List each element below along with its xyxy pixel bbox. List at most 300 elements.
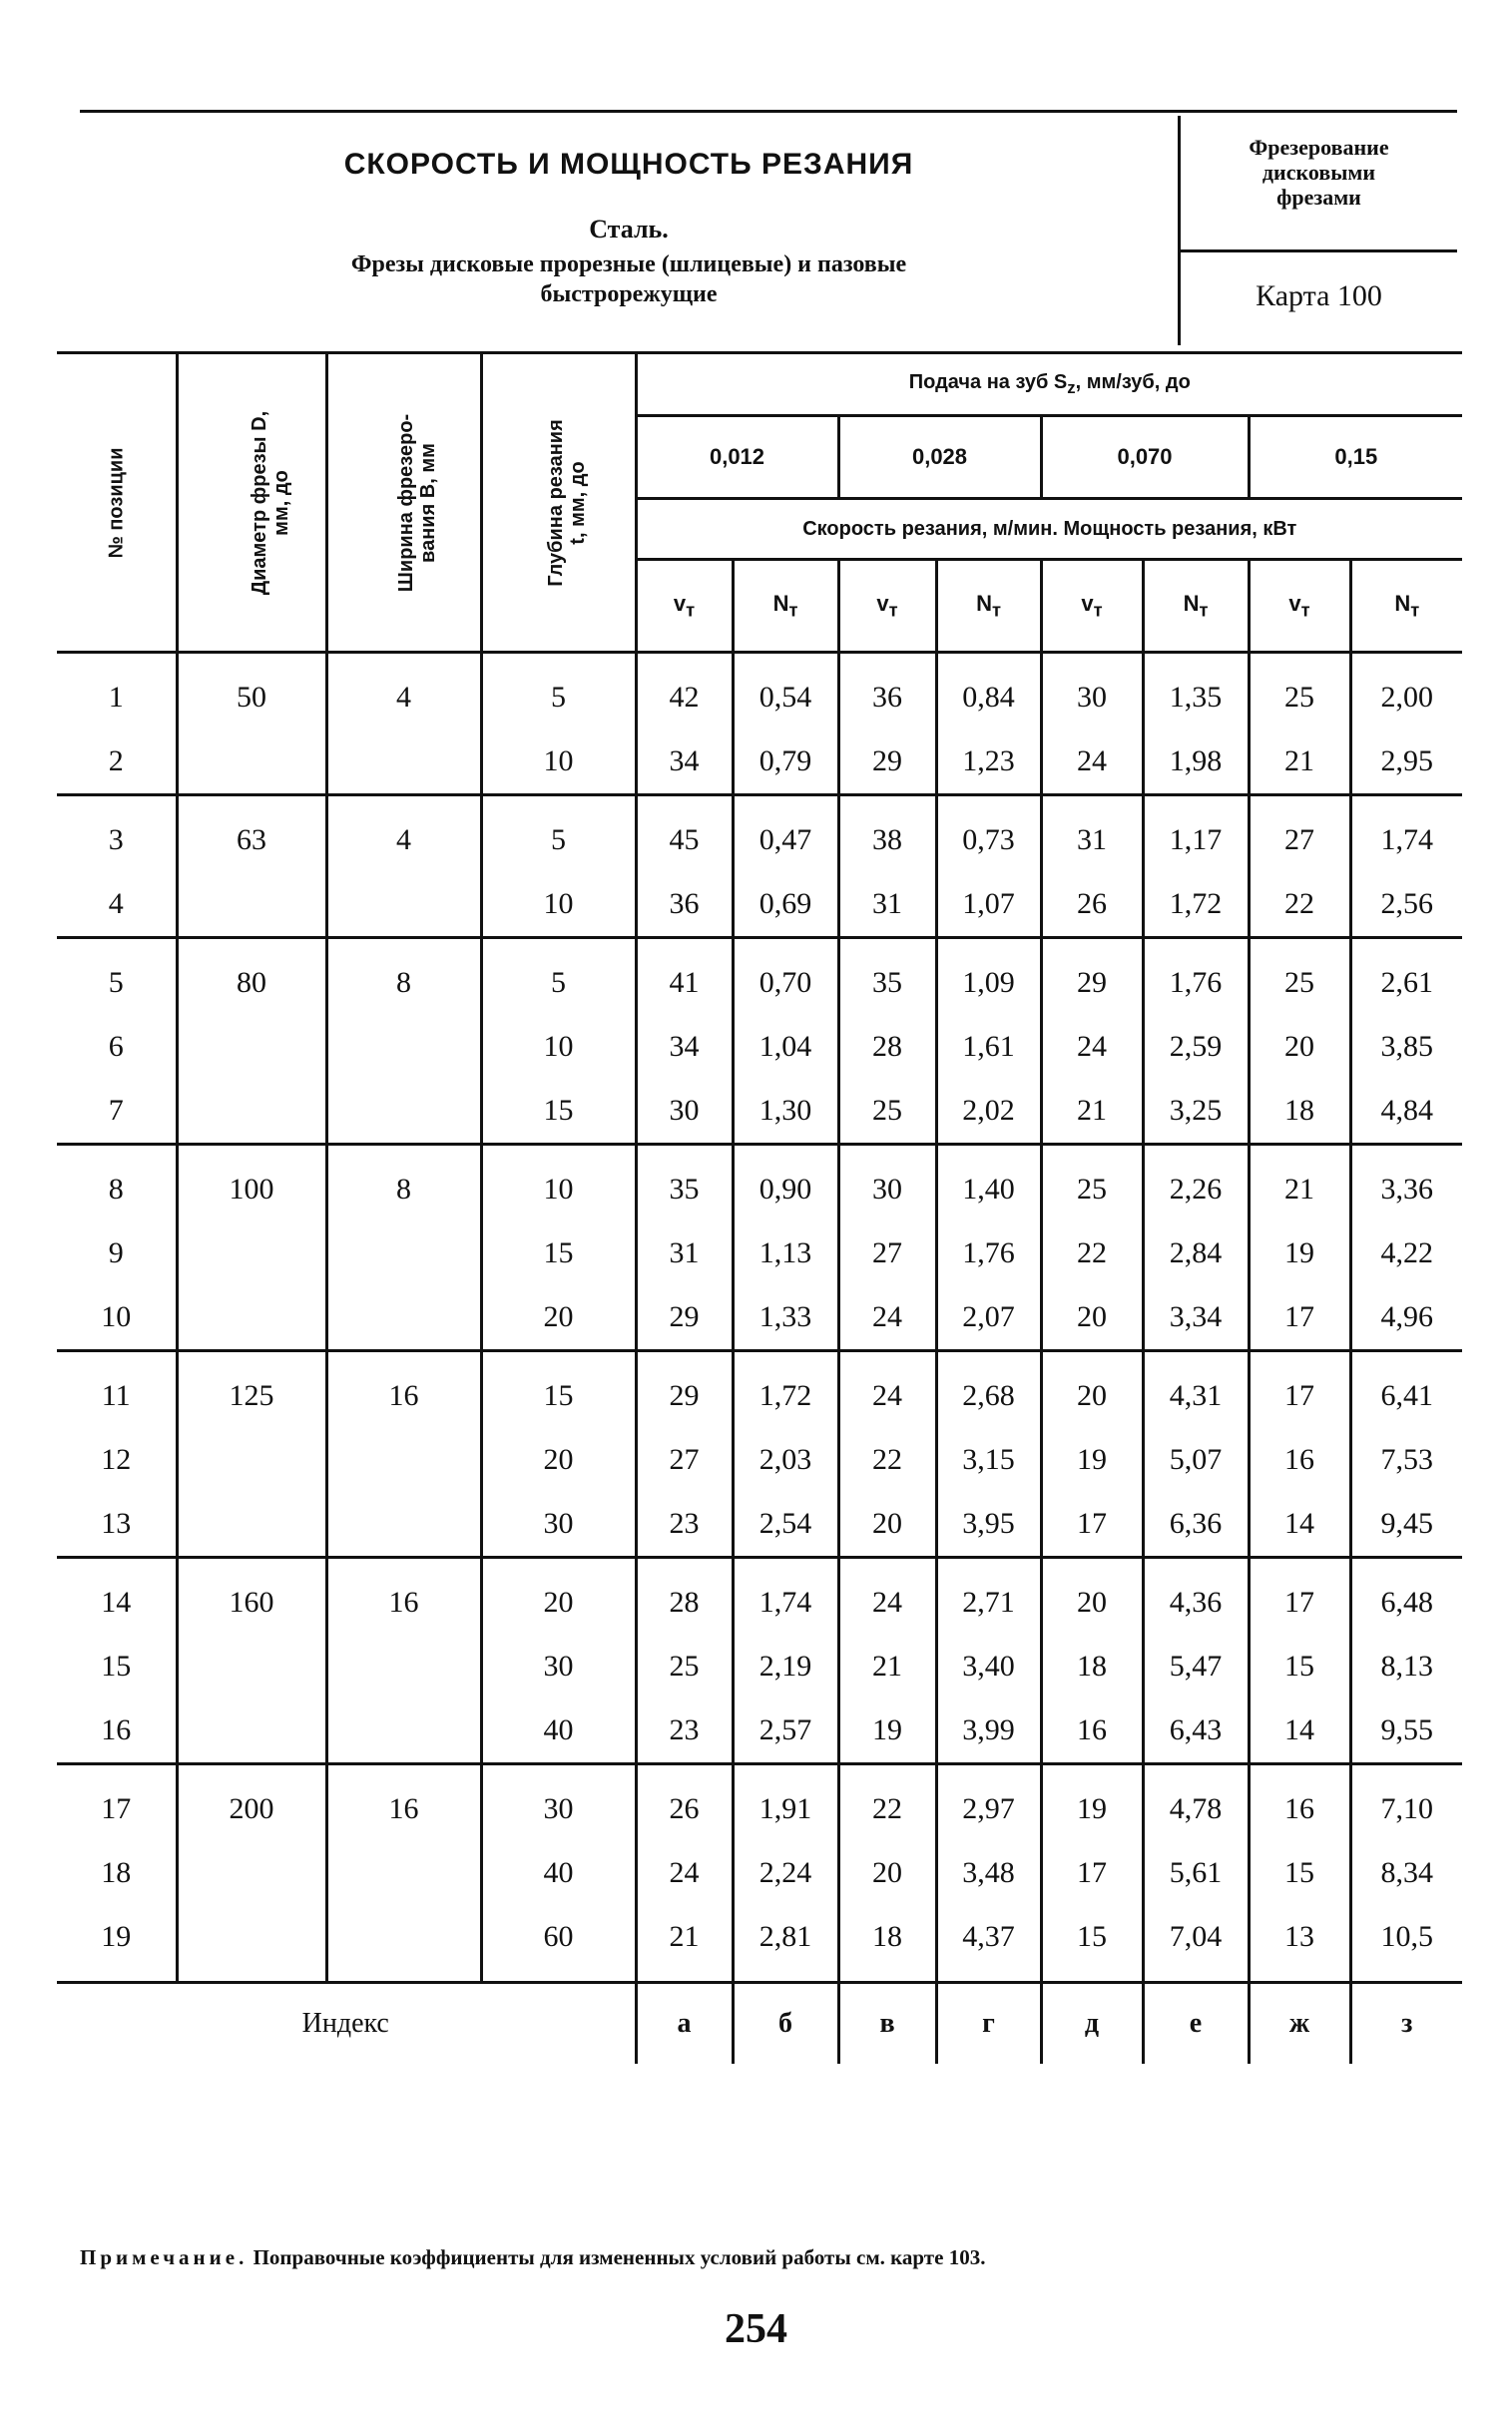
separator-cell	[733, 1764, 838, 1778]
speed-cell: 20	[1041, 1364, 1143, 1428]
width-cell	[326, 1221, 481, 1285]
nt-header	[1143, 560, 1249, 653]
speed-cell: 26	[636, 1777, 733, 1841]
speed-cell: 19	[838, 1699, 936, 1764]
feed-units: , мм/зуб, до	[1075, 370, 1191, 393]
width-cell: 16	[326, 1571, 481, 1635]
table-row	[57, 1428, 1462, 1492]
t-subscript: т	[888, 599, 898, 621]
power-cell: 2,59	[1143, 1015, 1249, 1079]
speed-cell: 24	[636, 1841, 733, 1905]
position-cell: 9	[108, 1236, 124, 1269]
speed-cell: 14	[1249, 1699, 1350, 1764]
position-cell: 16	[101, 1713, 132, 1746]
position-cell: 11	[101, 1379, 131, 1412]
width-cell: 4	[326, 808, 481, 872]
separator-cell	[1041, 1969, 1143, 1983]
separator-cell	[1249, 1351, 1350, 1365]
feed-value: 0,028	[838, 416, 1041, 499]
speed-cell: 29	[636, 1285, 733, 1351]
power-cell: 4,96	[1350, 1285, 1462, 1351]
power-cell: 0,84	[936, 666, 1041, 729]
speed-cell: 25	[1041, 1158, 1143, 1221]
col-position-label-line: № позиции	[105, 446, 128, 559]
power-cell: 9,55	[1350, 1699, 1462, 1764]
power-cell: 1,76	[1143, 951, 1249, 1015]
vt-header	[1041, 560, 1143, 653]
power-cell: 1,74	[733, 1571, 838, 1635]
diameter-cell	[177, 1285, 326, 1351]
power-cell: 2,57	[733, 1699, 838, 1764]
power-cell: 7,10	[1350, 1777, 1462, 1841]
power-cell: 4,22	[1350, 1221, 1462, 1285]
power-cell: 2,84	[1143, 1221, 1249, 1285]
separator-cell	[1249, 1558, 1350, 1572]
depth-cell: 10	[481, 1158, 636, 1221]
power-cell: 1,23	[936, 729, 1041, 795]
power-cell: 2,61	[1350, 951, 1462, 1015]
separator-cell	[936, 938, 1041, 952]
table-row	[57, 1699, 1462, 1764]
diameter-cell: 80	[177, 951, 326, 1015]
separator-cell	[733, 938, 838, 952]
separator-cell	[481, 1351, 636, 1365]
speed-cell: 31	[1041, 808, 1143, 872]
separator-cell	[636, 1145, 733, 1159]
width-cell	[326, 1635, 481, 1699]
width-cell	[326, 1905, 481, 1969]
power-cell: 1,07	[936, 872, 1041, 938]
separator-cell	[636, 938, 733, 952]
separator-cell	[177, 795, 326, 809]
power-cell: 6,36	[1143, 1492, 1249, 1558]
power-cell: 1,40	[936, 1158, 1041, 1221]
speed-cell: 18	[1041, 1635, 1143, 1699]
separator-cell	[1143, 1351, 1249, 1365]
power-cell: 10,5	[1350, 1905, 1462, 1969]
separator-cell	[57, 1351, 177, 1365]
separator-cell	[636, 653, 733, 667]
width-cell	[326, 1492, 481, 1558]
position-cell: 5	[108, 966, 124, 999]
separator-cell	[326, 1969, 481, 1983]
power-cell: 3,48	[936, 1841, 1041, 1905]
separator-cell	[326, 1764, 481, 1778]
separator-cell	[481, 1969, 636, 1983]
width-cell	[326, 1841, 481, 1905]
power-cell: 2,24	[733, 1841, 838, 1905]
power-cell: 4,37	[936, 1905, 1041, 1969]
speed-cell: 34	[636, 729, 733, 795]
speed-cell: 34	[636, 1015, 733, 1079]
separator-cell	[177, 1558, 326, 1572]
power-cell: 0,90	[733, 1158, 838, 1221]
speed-cell: 18	[838, 1905, 936, 1969]
depth-cell: 5	[481, 808, 636, 872]
speed-cell: 45	[636, 808, 733, 872]
power-cell: 1,33	[733, 1285, 838, 1351]
power-cell: 4,31	[1143, 1364, 1249, 1428]
separator-cell	[636, 795, 733, 809]
separator-cell	[1041, 1558, 1143, 1572]
power-cell: 6,48	[1350, 1571, 1462, 1635]
separator-cell	[481, 1764, 636, 1778]
depth-cell: 15	[481, 1364, 636, 1428]
depth-cell: 15	[481, 1079, 636, 1145]
speed-cell: 21	[1249, 1158, 1350, 1221]
depth-cell: 30	[481, 1777, 636, 1841]
speed-cell: 29	[636, 1364, 733, 1428]
table-row	[57, 1571, 1462, 1635]
separator-cell	[326, 938, 481, 952]
power-cell: 1,30	[733, 1079, 838, 1145]
power-cell: 8,13	[1350, 1635, 1462, 1699]
separator-cell	[1350, 1351, 1462, 1365]
speed-cell: 17	[1249, 1364, 1350, 1428]
diameter-cell: 100	[177, 1158, 326, 1221]
speed-cell: 23	[636, 1492, 733, 1558]
separator-cell	[177, 1764, 326, 1778]
power-cell: 7,53	[1350, 1428, 1462, 1492]
separator-cell	[326, 1558, 481, 1572]
width-cell: 16	[326, 1364, 481, 1428]
power-cell: 1,13	[733, 1221, 838, 1285]
separator-cell	[57, 1145, 177, 1159]
diameter-cell	[177, 872, 326, 938]
speed-cell: 19	[1041, 1428, 1143, 1492]
speed-cell: 30	[636, 1079, 733, 1145]
power-cell: 0,47	[733, 808, 838, 872]
card-number: Карта 100	[1256, 279, 1382, 312]
table-row	[57, 1015, 1462, 1079]
separator-cell	[1249, 938, 1350, 952]
power-cell: 3,85	[1350, 1015, 1462, 1079]
separator-cell	[1249, 653, 1350, 667]
power-cell: 9,45	[1350, 1492, 1462, 1558]
col-position	[57, 353, 177, 653]
speed-cell: 17	[1041, 1841, 1143, 1905]
feed-header	[636, 353, 1462, 416]
width-cell: 16	[326, 1777, 481, 1841]
width-cell	[326, 1699, 481, 1764]
separator-cell	[636, 1764, 733, 1778]
power-cell: 1,91	[733, 1777, 838, 1841]
operation-label-line: дисковыми	[1261, 160, 1376, 185]
power-cell: 5,47	[1143, 1635, 1249, 1699]
separator-cell	[57, 1764, 177, 1778]
group-separator	[57, 1145, 1462, 1159]
speed-cell: 21	[1249, 729, 1350, 795]
speed-cell: 35	[636, 1158, 733, 1221]
nt-symbol: N	[772, 590, 789, 616]
power-cell: 1,09	[936, 951, 1041, 1015]
t-subscript: т	[686, 599, 696, 621]
separator-cell	[1041, 653, 1143, 667]
power-cell: 3,40	[936, 1635, 1041, 1699]
power-cell: 0,70	[733, 951, 838, 1015]
position-cell: 15	[101, 1650, 132, 1683]
table-row	[57, 1492, 1462, 1558]
speed-cell: 22	[838, 1777, 936, 1841]
col-diameter-label	[249, 410, 292, 594]
diameter-cell: 160	[177, 1571, 326, 1635]
separator-cell	[636, 1969, 733, 1983]
position-cell: 13	[101, 1507, 132, 1540]
speed-cell: 27	[1249, 808, 1350, 872]
position-cell: 17	[101, 1792, 132, 1825]
depth-cell: 10	[481, 729, 636, 795]
separator-cell	[481, 1145, 636, 1159]
operation-label-line: Фрезерование	[1249, 135, 1389, 160]
operation-label-line: фрезами	[1276, 185, 1361, 210]
separator-cell	[326, 795, 481, 809]
table-row	[57, 729, 1462, 795]
width-cell: 4	[326, 666, 481, 729]
separator-cell	[733, 1558, 838, 1572]
separator-cell	[936, 795, 1041, 809]
position-cell: 2	[108, 744, 124, 777]
vt-header	[636, 560, 733, 653]
speed-cell: 19	[1249, 1221, 1350, 1285]
speed-cell: 13	[1249, 1905, 1350, 1969]
col-diameter	[177, 353, 326, 653]
separator-cell	[326, 1351, 481, 1365]
separator-cell	[636, 1558, 733, 1572]
separator-cell	[57, 653, 177, 667]
power-cell: 2,81	[733, 1905, 838, 1969]
separator-cell	[838, 653, 936, 667]
footnote	[80, 2243, 1467, 2271]
speed-cell: 17	[1249, 1285, 1350, 1351]
power-cell: 1,17	[1143, 808, 1249, 872]
power-cell: 0,79	[733, 729, 838, 795]
depth-cell: 30	[481, 1635, 636, 1699]
width-cell: 8	[326, 951, 481, 1015]
diameter-cell	[177, 1015, 326, 1079]
speed-cell: 24	[1041, 1015, 1143, 1079]
power-cell: 2,26	[1143, 1158, 1249, 1221]
separator-cell	[177, 1351, 326, 1365]
speed-cell: 16	[1249, 1777, 1350, 1841]
speed-cell: 25	[1249, 666, 1350, 729]
width-cell	[326, 1079, 481, 1145]
power-cell: 2,68	[936, 1364, 1041, 1428]
speed-cell: 36	[636, 872, 733, 938]
vt-symbol: v	[1081, 590, 1094, 616]
group-separator	[57, 938, 1462, 952]
power-cell: 2,56	[1350, 872, 1462, 938]
separator-cell	[1041, 1764, 1143, 1778]
table-row	[57, 1635, 1462, 1699]
speed-cell: 21	[1041, 1079, 1143, 1145]
power-cell: 2,07	[936, 1285, 1041, 1351]
width-cell	[326, 1015, 481, 1079]
nt-symbol: N	[976, 590, 992, 616]
separator-cell	[1249, 1145, 1350, 1159]
page-number: 254	[725, 2306, 787, 2352]
position-cell: 10	[101, 1300, 132, 1333]
depth-cell: 10	[481, 872, 636, 938]
separator-cell	[57, 938, 177, 952]
separator-cell	[481, 795, 636, 809]
col-depth-label-line: Глубина резания	[544, 418, 567, 587]
separator-cell	[936, 1764, 1041, 1778]
separator-cell	[1143, 1145, 1249, 1159]
speed-cell: 17	[1041, 1492, 1143, 1558]
separator-cell	[57, 795, 177, 809]
index-letter: б	[733, 1983, 838, 2065]
separator-cell	[838, 1558, 936, 1572]
nt-header	[733, 560, 838, 653]
speed-cell: 22	[838, 1428, 936, 1492]
diameter-cell: 50	[177, 666, 326, 729]
col-depth	[481, 353, 636, 653]
power-cell: 4,84	[1350, 1079, 1462, 1145]
separator-cell	[326, 653, 481, 667]
group-separator	[57, 653, 1462, 667]
separator-cell	[177, 938, 326, 952]
separator-cell	[733, 795, 838, 809]
power-cell: 3,36	[1350, 1158, 1462, 1221]
position-cell: 12	[101, 1443, 132, 1476]
material-subtitle: Сталь.	[589, 215, 669, 243]
separator-cell	[481, 938, 636, 952]
separator-cell	[57, 1558, 177, 1572]
position-cell: 6	[108, 1030, 124, 1063]
power-cell: 3,95	[936, 1492, 1041, 1558]
separator-cell	[57, 1969, 177, 1983]
speed-cell: 27	[636, 1428, 733, 1492]
t-subscript: т	[1199, 599, 1209, 621]
speed-cell: 24	[838, 1571, 936, 1635]
power-cell: 1,61	[936, 1015, 1041, 1079]
col-width-label	[395, 413, 439, 591]
footnote-label: Примечание.	[80, 2245, 249, 2269]
speed-cell: 17	[1249, 1571, 1350, 1635]
power-cell: 7,04	[1143, 1905, 1249, 1969]
index-letter: в	[838, 1983, 936, 2065]
table-row	[57, 1364, 1462, 1428]
speed-cell: 15	[1249, 1841, 1350, 1905]
separator-cell	[481, 1558, 636, 1572]
speed-cell: 28	[838, 1015, 936, 1079]
nt-symbol: N	[1394, 590, 1411, 616]
power-cell: 4,36	[1143, 1571, 1249, 1635]
speed-cell: 41	[636, 951, 733, 1015]
col-position-label	[105, 447, 127, 558]
group-separator	[57, 1351, 1462, 1365]
power-cell: 5,61	[1143, 1841, 1249, 1905]
separator-cell	[838, 795, 936, 809]
speed-cell: 29	[1041, 951, 1143, 1015]
speed-cell: 22	[1249, 872, 1350, 938]
col-width	[326, 353, 481, 653]
separator-cell	[733, 653, 838, 667]
position-cell: 19	[101, 1920, 132, 1953]
group-separator	[57, 1969, 1462, 1983]
depth-cell: 40	[481, 1699, 636, 1764]
speed-cell: 20	[1041, 1285, 1143, 1351]
diameter-cell	[177, 1221, 326, 1285]
speed-cell: 18	[1249, 1079, 1350, 1145]
separator-cell	[1350, 653, 1462, 667]
separator-cell	[936, 1351, 1041, 1365]
table-row	[57, 666, 1462, 729]
speed-cell: 42	[636, 666, 733, 729]
depth-cell: 5	[481, 951, 636, 1015]
position-cell: 4	[108, 887, 124, 920]
speed-cell: 20	[1041, 1571, 1143, 1635]
separator-cell	[1350, 795, 1462, 809]
table-row	[57, 951, 1462, 1015]
speed-cell: 19	[1041, 1777, 1143, 1841]
table-row	[57, 1841, 1462, 1905]
separator-cell	[1041, 795, 1143, 809]
depth-cell: 20	[481, 1571, 636, 1635]
separator-cell	[1143, 795, 1249, 809]
speed-cell: 29	[838, 729, 936, 795]
t-subscript: т	[991, 599, 1001, 621]
power-cell: 3,25	[1143, 1079, 1249, 1145]
position-cell: 3	[108, 823, 124, 856]
index-letter: д	[1041, 1983, 1143, 2065]
speed-cell: 24	[838, 1364, 936, 1428]
separator-cell	[1041, 1351, 1143, 1365]
depth-cell: 20	[481, 1428, 636, 1492]
separator-cell	[1350, 938, 1462, 952]
width-cell	[326, 729, 481, 795]
separator-cell	[733, 1351, 838, 1365]
feed-value: 0,15	[1249, 416, 1462, 499]
power-cell: 2,03	[733, 1428, 838, 1492]
speed-cell: 26	[1041, 872, 1143, 938]
power-cell: 0,73	[936, 808, 1041, 872]
speed-cell: 25	[636, 1635, 733, 1699]
separator-cell	[838, 1351, 936, 1365]
nt-header	[936, 560, 1041, 653]
power-cell: 0,54	[733, 666, 838, 729]
page-title: СКОРОСТЬ И МОЩНОСТЬ РЕЗАНИЯ	[343, 148, 914, 181]
group-separator	[57, 1764, 1462, 1778]
separator-cell	[1350, 1764, 1462, 1778]
depth-cell: 60	[481, 1905, 636, 1969]
group-separator	[57, 1558, 1462, 1572]
speed-cell: 27	[838, 1221, 936, 1285]
vt-header	[1249, 560, 1350, 653]
power-cell: 3,15	[936, 1428, 1041, 1492]
separator-cell	[177, 653, 326, 667]
speed-cell: 20	[838, 1492, 936, 1558]
table-row	[57, 872, 1462, 938]
feed-value: 0,012	[636, 416, 838, 499]
separator-cell	[1350, 1145, 1462, 1159]
table-row	[57, 1158, 1462, 1221]
header-top-rule	[80, 110, 1457, 113]
table-row	[57, 1221, 1462, 1285]
t-subscript: т	[1300, 599, 1310, 621]
feed-label: Подача на зуб S	[908, 370, 1068, 393]
power-cell: 2,71	[936, 1571, 1041, 1635]
power-cell: 1,04	[733, 1015, 838, 1079]
position-cell: 18	[101, 1856, 132, 1889]
diameter-cell	[177, 1492, 326, 1558]
separator-cell	[838, 1969, 936, 1983]
speed-cell: 22	[1041, 1221, 1143, 1285]
power-cell: 3,99	[936, 1699, 1041, 1764]
separator-cell	[838, 1764, 936, 1778]
power-cell: 1,74	[1350, 808, 1462, 872]
power-cell: 1,72	[1143, 872, 1249, 938]
